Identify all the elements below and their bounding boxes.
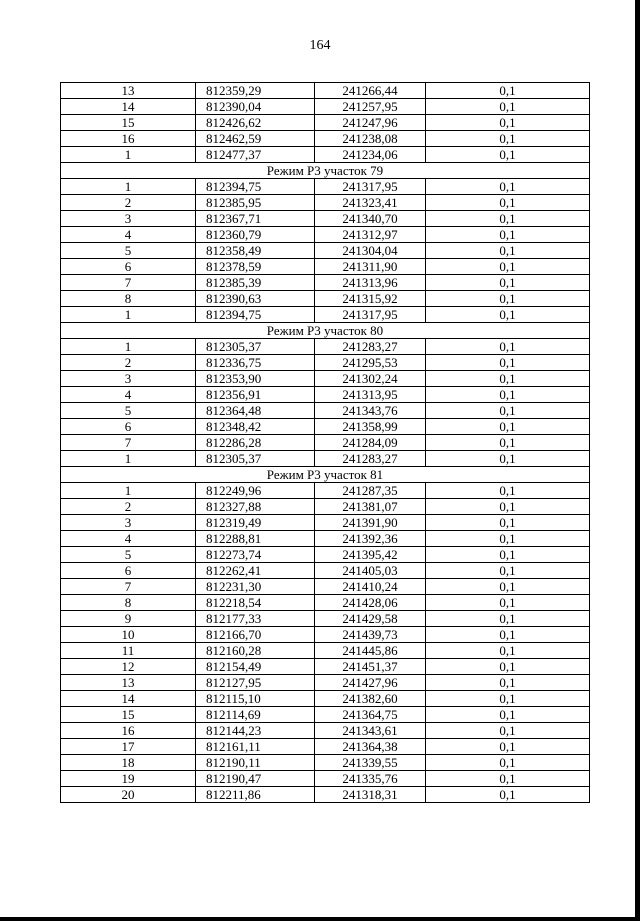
table-row [61,339,590,355]
y-coordinate-cell: 241382,60 [315,691,426,707]
table-row [61,451,590,467]
x-coordinate-cell: 812114,69 [196,707,315,723]
y-coordinate-cell: 241381,07 [315,499,426,515]
point-number-cell: 16 [61,723,196,739]
table-row [61,787,590,803]
y-coordinate-cell: 241343,61 [315,723,426,739]
table-row [61,563,590,579]
y-coordinate-cell: 241257,95 [315,99,426,115]
point-number-cell: 4 [61,227,196,243]
table-row [61,403,590,419]
point-number-cell: 1 [61,147,196,163]
section-title: Режим Р3 участок 81 [61,467,590,483]
y-coordinate-cell: 241315,92 [315,291,426,307]
point-number-cell: 3 [61,515,196,531]
page-number: 164 [309,38,331,53]
point-number-cell: 17 [61,739,196,755]
x-coordinate-cell: 812319,49 [196,515,315,531]
accuracy-cell: 0,1 [426,371,590,387]
table-row [61,483,590,499]
y-coordinate-cell: 241266,44 [315,83,426,99]
table-row [61,531,590,547]
y-coordinate-cell: 241439,73 [315,627,426,643]
accuracy-cell: 0,1 [426,771,590,787]
y-coordinate-cell: 241295,53 [315,355,426,371]
x-coordinate-cell: 812262,41 [196,563,315,579]
point-number-cell: 12 [61,659,196,675]
accuracy-cell: 0,1 [426,515,590,531]
accuracy-cell: 0,1 [426,179,590,195]
accuracy-cell: 0,1 [426,787,590,803]
point-number-cell: 13 [61,83,196,99]
x-coordinate-cell: 812231,30 [196,579,315,595]
point-number-cell: 5 [61,547,196,563]
table-row [61,99,590,115]
table-row [61,739,590,755]
section-header-row [61,467,590,483]
table-row [61,259,590,275]
y-coordinate-cell: 241364,38 [315,739,426,755]
accuracy-cell: 0,1 [426,307,590,323]
accuracy-cell: 0,1 [426,99,590,115]
x-coordinate-cell: 812160,28 [196,643,315,659]
accuracy-cell: 0,1 [426,723,590,739]
y-coordinate-cell: 241313,95 [315,387,426,403]
accuracy-cell: 0,1 [426,147,590,163]
point-number-cell: 15 [61,115,196,131]
table-row [61,579,590,595]
table-row [61,675,590,691]
y-coordinate-cell: 241317,95 [315,307,426,323]
point-number-cell: 14 [61,691,196,707]
table-row [61,131,590,147]
point-number-cell: 15 [61,707,196,723]
y-coordinate-cell: 241323,41 [315,195,426,211]
y-coordinate-cell: 241284,09 [315,435,426,451]
point-number-cell: 7 [61,579,196,595]
x-coordinate-cell: 812390,63 [196,291,315,307]
scan-edge-bottom [0,917,640,921]
point-number-cell: 3 [61,371,196,387]
point-number-cell: 4 [61,387,196,403]
accuracy-cell: 0,1 [426,131,590,147]
accuracy-cell: 0,1 [426,755,590,771]
accuracy-cell: 0,1 [426,707,590,723]
point-number-cell: 16 [61,131,196,147]
point-number-cell: 2 [61,195,196,211]
point-number-cell: 6 [61,259,196,275]
y-coordinate-cell: 241311,90 [315,259,426,275]
y-coordinate-cell: 241312,97 [315,227,426,243]
x-coordinate-cell: 812394,75 [196,179,315,195]
x-coordinate-cell: 812358,49 [196,243,315,259]
x-coordinate-cell: 812356,91 [196,387,315,403]
point-number-cell: 6 [61,419,196,435]
table-row [61,419,590,435]
x-coordinate-cell: 812161,11 [196,739,315,755]
accuracy-cell: 0,1 [426,211,590,227]
y-coordinate-cell: 241358,99 [315,419,426,435]
section-header-row [61,323,590,339]
point-number-cell: 14 [61,99,196,115]
y-coordinate-cell: 241302,24 [315,371,426,387]
accuracy-cell: 0,1 [426,403,590,419]
accuracy-cell: 0,1 [426,643,590,659]
point-number-cell: 7 [61,275,196,291]
point-number-cell: 2 [61,499,196,515]
coordinates-table-body [61,83,590,803]
section-title: Режим Р3 участок 80 [61,323,590,339]
point-number-cell: 18 [61,755,196,771]
table-row [61,83,590,99]
x-coordinate-cell: 812305,37 [196,339,315,355]
table-row [61,307,590,323]
x-coordinate-cell: 812367,71 [196,211,315,227]
x-coordinate-cell: 812353,90 [196,371,315,387]
accuracy-cell: 0,1 [426,563,590,579]
x-coordinate-cell: 812154,49 [196,659,315,675]
table-row [61,147,590,163]
accuracy-cell: 0,1 [426,627,590,643]
y-coordinate-cell: 241304,04 [315,243,426,259]
x-coordinate-cell: 812144,23 [196,723,315,739]
point-number-cell: 9 [61,611,196,627]
table-row [61,643,590,659]
accuracy-cell: 0,1 [426,499,590,515]
table-row [61,243,590,259]
point-number-cell: 1 [61,339,196,355]
accuracy-cell: 0,1 [426,115,590,131]
y-coordinate-cell: 241247,96 [315,115,426,131]
x-coordinate-cell: 812190,11 [196,755,315,771]
point-number-cell: 8 [61,595,196,611]
accuracy-cell: 0,1 [426,483,590,499]
x-coordinate-cell: 812385,39 [196,275,315,291]
y-coordinate-cell: 241287,35 [315,483,426,499]
x-coordinate-cell: 812462,59 [196,131,315,147]
point-number-cell: 1 [61,179,196,195]
x-coordinate-cell: 812305,37 [196,451,315,467]
x-coordinate-cell: 812360,79 [196,227,315,243]
scan-edge-right [635,0,640,921]
x-coordinate-cell: 812218,54 [196,595,315,611]
x-coordinate-cell: 812211,86 [196,787,315,803]
y-coordinate-cell: 241343,76 [315,403,426,419]
accuracy-cell: 0,1 [426,291,590,307]
table-row [61,387,590,403]
y-coordinate-cell: 241428,06 [315,595,426,611]
coordinates-table [60,82,590,803]
y-coordinate-cell: 241364,75 [315,707,426,723]
point-number-cell: 2 [61,355,196,371]
table-row [61,547,590,563]
accuracy-cell: 0,1 [426,387,590,403]
x-coordinate-cell: 812394,75 [196,307,315,323]
table-row [61,275,590,291]
accuracy-cell: 0,1 [426,691,590,707]
section-title: Режим Р3 участок 79 [61,163,590,179]
x-coordinate-cell: 812166,70 [196,627,315,643]
y-coordinate-cell: 241317,95 [315,179,426,195]
x-coordinate-cell: 812477,37 [196,147,315,163]
table-row [61,355,590,371]
x-coordinate-cell: 812390,04 [196,99,315,115]
x-coordinate-cell: 812385,95 [196,195,315,211]
accuracy-cell: 0,1 [426,675,590,691]
x-coordinate-cell: 812359,29 [196,83,315,99]
table-row [61,115,590,131]
table-row [61,227,590,243]
y-coordinate-cell: 241339,55 [315,755,426,771]
table-row [61,179,590,195]
table-row [61,707,590,723]
table-row [61,211,590,227]
accuracy-cell: 0,1 [426,547,590,563]
y-coordinate-cell: 241318,31 [315,787,426,803]
table-row [61,611,590,627]
table-row [61,195,590,211]
accuracy-cell: 0,1 [426,451,590,467]
x-coordinate-cell: 812348,42 [196,419,315,435]
table-row [61,691,590,707]
accuracy-cell: 0,1 [426,339,590,355]
x-coordinate-cell: 812288,81 [196,531,315,547]
table-row [61,291,590,307]
point-number-cell: 3 [61,211,196,227]
point-number-cell: 8 [61,291,196,307]
accuracy-cell: 0,1 [426,259,590,275]
x-coordinate-cell: 812336,75 [196,355,315,371]
point-number-cell: 19 [61,771,196,787]
y-coordinate-cell: 241405,03 [315,563,426,579]
point-number-cell: 10 [61,627,196,643]
point-number-cell: 1 [61,451,196,467]
section-header-row [61,163,590,179]
table-row [61,771,590,787]
point-number-cell: 5 [61,403,196,419]
table-row [61,515,590,531]
y-coordinate-cell: 241445,86 [315,643,426,659]
y-coordinate-cell: 241451,37 [315,659,426,675]
point-number-cell: 1 [61,307,196,323]
point-number-cell: 13 [61,675,196,691]
y-coordinate-cell: 241283,27 [315,451,426,467]
y-coordinate-cell: 241410,24 [315,579,426,595]
table-row [61,627,590,643]
y-coordinate-cell: 241395,42 [315,547,426,563]
point-number-cell: 6 [61,563,196,579]
y-coordinate-cell: 241340,70 [315,211,426,227]
point-number-cell: 11 [61,643,196,659]
y-coordinate-cell: 241429,58 [315,611,426,627]
accuracy-cell: 0,1 [426,595,590,611]
x-coordinate-cell: 812273,74 [196,547,315,563]
x-coordinate-cell: 812364,48 [196,403,315,419]
accuracy-cell: 0,1 [426,435,590,451]
accuracy-cell: 0,1 [426,611,590,627]
y-coordinate-cell: 241283,27 [315,339,426,355]
accuracy-cell: 0,1 [426,243,590,259]
table-row [61,595,590,611]
x-coordinate-cell: 812190,47 [196,771,315,787]
accuracy-cell: 0,1 [426,195,590,211]
x-coordinate-cell: 812249,96 [196,483,315,499]
accuracy-cell: 0,1 [426,419,590,435]
accuracy-cell: 0,1 [426,579,590,595]
y-coordinate-cell: 241391,90 [315,515,426,531]
accuracy-cell: 0,1 [426,83,590,99]
table-row [61,755,590,771]
table-row [61,499,590,515]
point-number-cell: 20 [61,787,196,803]
accuracy-cell: 0,1 [426,659,590,675]
y-coordinate-cell: 241427,96 [315,675,426,691]
accuracy-cell: 0,1 [426,739,590,755]
y-coordinate-cell: 241335,76 [315,771,426,787]
y-coordinate-cell: 241238,08 [315,131,426,147]
point-number-cell: 1 [61,483,196,499]
table-row [61,371,590,387]
x-coordinate-cell: 812426,62 [196,115,315,131]
point-number-cell: 5 [61,243,196,259]
x-coordinate-cell: 812378,59 [196,259,315,275]
x-coordinate-cell: 812177,33 [196,611,315,627]
table-row [61,723,590,739]
x-coordinate-cell: 812127,95 [196,675,315,691]
point-number-cell: 4 [61,531,196,547]
y-coordinate-cell: 241234,06 [315,147,426,163]
accuracy-cell: 0,1 [426,275,590,291]
x-coordinate-cell: 812327,88 [196,499,315,515]
point-number-cell: 7 [61,435,196,451]
x-coordinate-cell: 812286,28 [196,435,315,451]
y-coordinate-cell: 241313,96 [315,275,426,291]
x-coordinate-cell: 812115,10 [196,691,315,707]
table-row [61,435,590,451]
accuracy-cell: 0,1 [426,531,590,547]
y-coordinate-cell: 241392,36 [315,531,426,547]
table-row [61,659,590,675]
accuracy-cell: 0,1 [426,227,590,243]
accuracy-cell: 0,1 [426,355,590,371]
